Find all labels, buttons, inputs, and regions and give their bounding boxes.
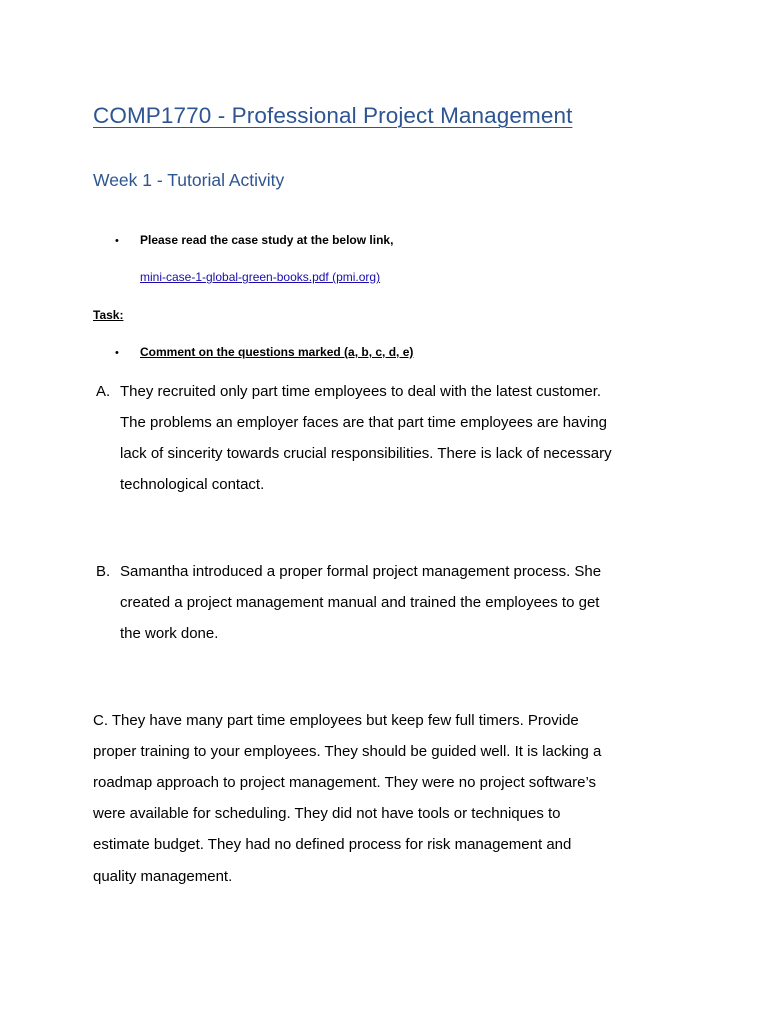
answer-b-line: the work done. <box>120 625 219 642</box>
answer-a-line: technological contact. <box>120 476 265 493</box>
answer-c-line: estimate budget. They had no defined process for risk management and <box>93 836 572 853</box>
answer-b-marker: B. <box>96 563 111 580</box>
bullet-icon: • <box>115 235 119 247</box>
answer-c-line: proper training to your employees. They should be guided well. It is lacking a <box>93 743 602 760</box>
answer-c-line: quality management. <box>93 868 233 885</box>
answer-b-line: created a project management manual and trained the employees to get <box>120 594 600 611</box>
answer-b-line: Samantha introduced a proper formal project management process. She <box>120 563 602 580</box>
document-subtitle: Week 1 - Tutorial Activity <box>93 170 285 190</box>
answer-a-line: The problems an employer faces are that part time employees are having <box>120 414 607 431</box>
task-item: Comment on the questions marked (a, b, c, d, e) <box>140 345 414 359</box>
bullet-icon: • <box>115 347 119 359</box>
case-study-link[interactable]: mini-case-1-global-green-books.pdf (pmi.org) <box>140 270 381 284</box>
answer-c-line: were available for scheduling. They did not have tools or techniques to <box>93 805 561 822</box>
answer-a-marker: A. <box>96 383 111 400</box>
task-label: Task: <box>93 308 124 322</box>
document-title: COMP1770 - Professional Project Management <box>93 103 573 128</box>
instruction-text: Please read the case study at the below link, <box>140 233 394 247</box>
answer-a-line: lack of sincerity towards crucial responsibilities. There is lack of necessary <box>120 445 612 462</box>
answer-c-line: roadmap approach to project management. They were no project software’s <box>93 774 597 791</box>
answer-a-line: They recruited only part time employees to deal with the latest customer. <box>120 383 602 400</box>
answer-c-line: C. They have many part time employees but keep few full timers. Provide <box>93 712 579 729</box>
